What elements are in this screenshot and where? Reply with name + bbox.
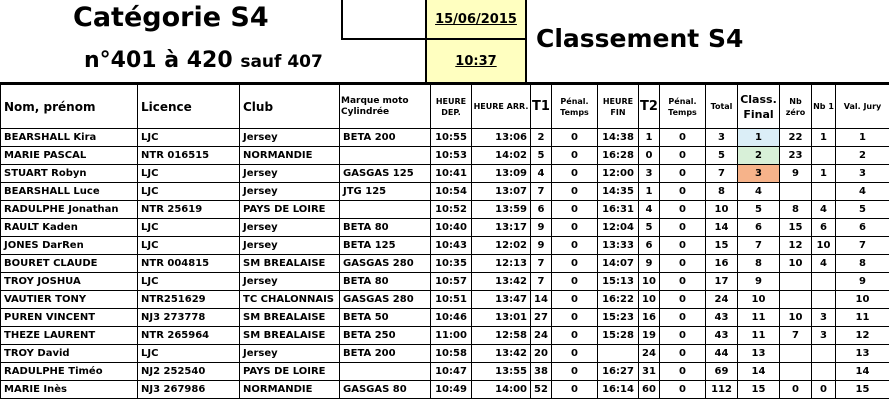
cell-name: STUART Robyn <box>1 165 138 183</box>
cell-licence: NTR 016515 <box>138 147 240 165</box>
cell-club: NORMANDIE <box>240 381 340 399</box>
cell-total: 8 <box>706 183 738 201</box>
cell-arr: 12:02 <box>472 237 531 255</box>
cell-t1: 7 <box>531 273 552 291</box>
cell-arr: 13:59 <box>472 201 531 219</box>
cell-fin: 15:28 <box>598 327 639 345</box>
date-cell <box>427 0 527 40</box>
cell-moto: GASGAS 280 <box>340 291 431 309</box>
cell-moto: GASGAS 125 <box>340 165 431 183</box>
cell-fin: 16:31 <box>598 201 639 219</box>
cell-t2: 5 <box>639 219 660 237</box>
cell-club: Jersey <box>240 273 340 291</box>
cell-name: PUREN VINCENT <box>1 309 138 327</box>
cell-licence: NJ3 273778 <box>138 309 240 327</box>
cell-final: 3 <box>738 165 780 183</box>
cell-nb0 <box>780 363 812 381</box>
cell-arr: 12:13 <box>472 255 531 273</box>
cell-nb0: 8 <box>780 201 812 219</box>
cell-dep: 10:35 <box>431 255 472 273</box>
cell-nb1: 1 <box>812 129 836 147</box>
table-row <box>1 309 889 327</box>
cell-arr: 13:47 <box>472 291 531 309</box>
table-body <box>1 129 889 399</box>
cell-final: 5 <box>738 201 780 219</box>
cell-t2: 1 <box>639 129 660 147</box>
cell-pen2: 0 <box>660 129 706 147</box>
cell-club: Jersey <box>240 237 340 255</box>
cell-nb0: 7 <box>780 327 812 345</box>
cell-t1: 27 <box>531 309 552 327</box>
cell-pen2: 0 <box>660 165 706 183</box>
cell-t1: 9 <box>531 237 552 255</box>
cell-arr: 13:17 <box>472 219 531 237</box>
cell-final: 8 <box>738 255 780 273</box>
cell-pen2: 0 <box>660 201 706 219</box>
cell-name: RADULPHE Jonathan <box>1 201 138 219</box>
cell-t1: 38 <box>531 363 552 381</box>
col-dep: HEURE DEP. <box>431 85 472 129</box>
cell-pen2: 0 <box>660 345 706 363</box>
cell-moto: BETA 200 <box>340 129 431 147</box>
cell-t2: 60 <box>639 381 660 399</box>
cell-nb1 <box>812 345 836 363</box>
cell-fin: 13:33 <box>598 237 639 255</box>
cell-total: 14 <box>706 219 738 237</box>
cell-t1: 9 <box>531 219 552 237</box>
cell-nb1 <box>812 273 836 291</box>
cell-fin: 12:00 <box>598 165 639 183</box>
cell-moto: BETA 80 <box>340 219 431 237</box>
cell-pen2: 0 <box>660 219 706 237</box>
cell-nb0: 10 <box>780 255 812 273</box>
cell-nb0: 0 <box>780 381 812 399</box>
cell-licence: NTR 265964 <box>138 327 240 345</box>
cell-pen2: 0 <box>660 363 706 381</box>
cell-pen2: 0 <box>660 237 706 255</box>
cell-licence: LJC <box>138 219 240 237</box>
cell-total: 43 <box>706 327 738 345</box>
cell-club: PAYS DE LOIRE <box>240 363 340 381</box>
cell-moto: BETA 80 <box>340 273 431 291</box>
cell-dep: 10:58 <box>431 345 472 363</box>
cell-arr: 12:58 <box>472 327 531 345</box>
cell-nb1 <box>812 363 836 381</box>
cell-final: 4 <box>738 183 780 201</box>
ranking-title: Classement S4 <box>536 24 744 53</box>
cell-name: THEZE LAURENT <box>1 327 138 345</box>
cell-nb1: 0 <box>812 381 836 399</box>
cell-total: 69 <box>706 363 738 381</box>
cell-dep: 10:49 <box>431 381 472 399</box>
cell-nb0 <box>780 291 812 309</box>
cell-total: 44 <box>706 345 738 363</box>
cell-final: 11 <box>738 327 780 345</box>
cell-licence: LJC <box>138 129 240 147</box>
cell-moto: BETA 50 <box>340 309 431 327</box>
cell-club: Jersey <box>240 165 340 183</box>
cell-name: MARIE PASCAL <box>1 147 138 165</box>
cell-nb1: 4 <box>812 201 836 219</box>
cell-pen2: 0 <box>660 147 706 165</box>
cell-fin: 15:23 <box>598 309 639 327</box>
cell-t2: 4 <box>639 201 660 219</box>
table-row <box>1 147 889 165</box>
cell-total: 3 <box>706 129 738 147</box>
cell-club: SM BREALAISE <box>240 255 340 273</box>
cell-licence: LJC <box>138 345 240 363</box>
cell-licence: NTR251629 <box>138 291 240 309</box>
cell-t2: 3 <box>639 165 660 183</box>
cell-club: NORMANDIE <box>240 147 340 165</box>
cell-nb0: 15 <box>780 219 812 237</box>
cell-nb1 <box>812 147 836 165</box>
cell-pen1: 0 <box>552 309 598 327</box>
cell-t1: 4 <box>531 165 552 183</box>
cell-nb0: 10 <box>780 309 812 327</box>
cell-final: 13 <box>738 345 780 363</box>
cell-dep: 10:52 <box>431 201 472 219</box>
cell-name: TROY David <box>1 345 138 363</box>
cell-name: BOURET CLAUDE <box>1 255 138 273</box>
cell-jury: 6 <box>836 219 889 237</box>
cell-jury: 8 <box>836 255 889 273</box>
cell-pen1: 0 <box>552 165 598 183</box>
table-row <box>1 201 889 219</box>
cell-jury: 15 <box>836 381 889 399</box>
cell-dep: 11:00 <box>431 327 472 345</box>
cell-fin: 12:04 <box>598 219 639 237</box>
cell-pen1: 0 <box>552 147 598 165</box>
cell-club: Jersey <box>240 219 340 237</box>
cell-club: TC CHALONNAIS <box>240 291 340 309</box>
cell-fin: 16:14 <box>598 381 639 399</box>
range-main: n°401 à 420 <box>84 48 233 73</box>
table-header-row <box>1 85 889 129</box>
table-row <box>1 345 889 363</box>
cell-t1: 14 <box>531 291 552 309</box>
date-value: 15/06/2015 <box>435 11 517 27</box>
cell-pen2: 0 <box>660 273 706 291</box>
cell-total: 43 <box>706 309 738 327</box>
cell-jury: 14 <box>836 363 889 381</box>
cell-nb1: 3 <box>812 309 836 327</box>
cell-jury: 11 <box>836 309 889 327</box>
cell-final: 15 <box>738 381 780 399</box>
cell-final: 14 <box>738 363 780 381</box>
cell-club: Jersey <box>240 345 340 363</box>
cell-jury: 3 <box>836 165 889 183</box>
table-row <box>1 291 889 309</box>
cell-dep: 10:40 <box>431 219 472 237</box>
col-name: Nom, prénom <box>1 85 138 129</box>
cell-arr: 13:01 <box>472 309 531 327</box>
cell-t1: 7 <box>531 183 552 201</box>
results-table <box>0 84 889 399</box>
cell-total: 15 <box>706 237 738 255</box>
cell-pen2: 0 <box>660 381 706 399</box>
cell-t2: 0 <box>639 147 660 165</box>
col-jury: Val. Jury <box>836 85 889 129</box>
col-total: Total <box>706 85 738 129</box>
cell-pen1: 0 <box>552 345 598 363</box>
cell-fin: 14:35 <box>598 183 639 201</box>
cell-dep: 10:57 <box>431 273 472 291</box>
cell-moto: BETA 200 <box>340 345 431 363</box>
cell-name: TROY JOSHUA <box>1 273 138 291</box>
cell-fin: 14:38 <box>598 129 639 147</box>
cell-jury: 9 <box>836 273 889 291</box>
cell-pen1: 0 <box>552 129 598 147</box>
cell-pen2: 0 <box>660 291 706 309</box>
cell-pen2: 0 <box>660 309 706 327</box>
cell-moto <box>340 147 431 165</box>
cell-moto: GASGAS 80 <box>340 381 431 399</box>
cell-total: 5 <box>706 147 738 165</box>
cell-pen1: 0 <box>552 219 598 237</box>
cell-moto: GASGAS 280 <box>340 255 431 273</box>
cell-arr: 14:00 <box>472 381 531 399</box>
cell-final: 2 <box>738 147 780 165</box>
time-cell <box>427 40 527 82</box>
col-pen2: Pénal. Temps <box>660 85 706 129</box>
cell-t1: 52 <box>531 381 552 399</box>
cell-t2: 9 <box>639 255 660 273</box>
table-row <box>1 183 889 201</box>
cell-t1: 6 <box>531 201 552 219</box>
col-licence: Licence <box>138 85 240 129</box>
col-pen1: Pénal. Temps <box>552 85 598 129</box>
cell-name: VAUTIER TONY <box>1 291 138 309</box>
col-t2: T2 <box>639 85 660 129</box>
cell-fin: 16:22 <box>598 291 639 309</box>
cell-final: 9 <box>738 273 780 291</box>
cell-t2: 16 <box>639 309 660 327</box>
cell-t2: 1 <box>639 183 660 201</box>
header-empty-cell <box>341 0 425 40</box>
cell-arr: 14:02 <box>472 147 531 165</box>
cell-name: RAULT Kaden <box>1 219 138 237</box>
cell-fin: 16:27 <box>598 363 639 381</box>
cell-arr: 13:55 <box>472 363 531 381</box>
cell-total: 7 <box>706 165 738 183</box>
cell-total: 10 <box>706 201 738 219</box>
cell-nb0 <box>780 183 812 201</box>
cell-final: 10 <box>738 291 780 309</box>
category-box <box>0 0 427 82</box>
cell-t2: 19 <box>639 327 660 345</box>
cell-final: 1 <box>738 129 780 147</box>
range-except: sauf 407 <box>240 52 323 72</box>
cell-moto: JTG 125 <box>340 183 431 201</box>
table-row <box>1 273 889 291</box>
cell-name: RADULPHE Timéo <box>1 363 138 381</box>
cell-final: 6 <box>738 219 780 237</box>
cell-moto: BETA 125 <box>340 237 431 255</box>
table-row <box>1 129 889 147</box>
cell-fin: 14:07 <box>598 255 639 273</box>
cell-arr: 13:42 <box>472 345 531 363</box>
cell-jury: 10 <box>836 291 889 309</box>
cell-jury: 1 <box>836 129 889 147</box>
cell-nb1: 1 <box>812 165 836 183</box>
cell-total: 16 <box>706 255 738 273</box>
cell-t1: 2 <box>531 129 552 147</box>
cell-pen1: 0 <box>552 327 598 345</box>
cell-arr: 13:07 <box>472 183 531 201</box>
cell-nb1: 10 <box>812 237 836 255</box>
cell-pen1: 0 <box>552 255 598 273</box>
cell-nb1 <box>812 183 836 201</box>
cell-dep: 10:43 <box>431 237 472 255</box>
cell-final: 11 <box>738 309 780 327</box>
col-nb1: Nb 1 <box>812 85 836 129</box>
table-row <box>1 237 889 255</box>
sheet-header <box>0 0 889 86</box>
cell-nb0: 23 <box>780 147 812 165</box>
col-moto: Marque moto Cylindrée <box>340 85 431 129</box>
cell-club: Jersey <box>240 129 340 147</box>
cell-licence: LJC <box>138 183 240 201</box>
table-row <box>1 327 889 345</box>
table-row <box>1 363 889 381</box>
cell-nb0 <box>780 273 812 291</box>
cell-pen1: 0 <box>552 273 598 291</box>
cell-t2: 10 <box>639 273 660 291</box>
cell-fin: 15:13 <box>598 273 639 291</box>
cell-licence: LJC <box>138 237 240 255</box>
cell-name: MARIE Inès <box>1 381 138 399</box>
table-row <box>1 381 889 399</box>
cell-dep: 10:53 <box>431 147 472 165</box>
time-value: 10:37 <box>455 53 497 69</box>
cell-nb0: 12 <box>780 237 812 255</box>
cell-dep: 10:41 <box>431 165 472 183</box>
cell-club: SM BREALAISE <box>240 309 340 327</box>
table-row <box>1 219 889 237</box>
col-arr: HEURE ARR. <box>472 85 531 129</box>
col-nb0: Nb zéro <box>780 85 812 129</box>
cell-fin: 16:28 <box>598 147 639 165</box>
cell-t2: 24 <box>639 345 660 363</box>
cell-licence: NTR 25619 <box>138 201 240 219</box>
cell-t2: 6 <box>639 237 660 255</box>
cell-jury: 4 <box>836 183 889 201</box>
cell-total: 17 <box>706 273 738 291</box>
cell-dep: 10:46 <box>431 309 472 327</box>
cell-dep: 10:47 <box>431 363 472 381</box>
cell-t2: 31 <box>639 363 660 381</box>
cell-pen2: 0 <box>660 327 706 345</box>
cell-fin <box>598 345 639 363</box>
cell-pen1: 0 <box>552 237 598 255</box>
cell-t1: 5 <box>531 147 552 165</box>
cell-pen1: 0 <box>552 381 598 399</box>
cell-jury: 12 <box>836 327 889 345</box>
cell-nb1: 6 <box>812 219 836 237</box>
cell-total: 24 <box>706 291 738 309</box>
table-row <box>1 165 889 183</box>
cell-pen1: 0 <box>552 363 598 381</box>
category-range <box>84 48 323 73</box>
cell-moto <box>340 201 431 219</box>
table-row <box>1 255 889 273</box>
col-fin: HEURE FIN <box>598 85 639 129</box>
cell-club: SM BREALAISE <box>240 327 340 345</box>
cell-moto <box>340 363 431 381</box>
cell-licence: LJC <box>138 165 240 183</box>
cell-dep: 10:55 <box>431 129 472 147</box>
cell-licence: LJC <box>138 273 240 291</box>
cell-licence: NJ3 267986 <box>138 381 240 399</box>
cell-total: 112 <box>706 381 738 399</box>
cell-final: 7 <box>738 237 780 255</box>
cell-t1: 7 <box>531 255 552 273</box>
cell-nb1: 3 <box>812 327 836 345</box>
cell-jury: 5 <box>836 201 889 219</box>
cell-nb1: 4 <box>812 255 836 273</box>
cell-arr: 13:42 <box>472 273 531 291</box>
cell-nb0: 22 <box>780 129 812 147</box>
category-title: Catégorie S4 <box>73 2 269 33</box>
cell-jury: 2 <box>836 147 889 165</box>
cell-pen1: 0 <box>552 291 598 309</box>
cell-name: BEARSHALL Luce <box>1 183 138 201</box>
cell-club: Jersey <box>240 183 340 201</box>
cell-name: JONES DarRen <box>1 237 138 255</box>
cell-pen1: 0 <box>552 201 598 219</box>
cell-moto: BETA 250 <box>340 327 431 345</box>
cell-licence: NJ2 252540 <box>138 363 240 381</box>
col-club: Club <box>240 85 340 129</box>
col-t1: T1 <box>531 85 552 129</box>
cell-club: PAYS DE LOIRE <box>240 201 340 219</box>
cell-pen1: 0 <box>552 183 598 201</box>
cell-t1: 20 <box>531 345 552 363</box>
cell-dep: 10:54 <box>431 183 472 201</box>
cell-arr: 13:06 <box>472 129 531 147</box>
cell-licence: NTR 004815 <box>138 255 240 273</box>
cell-t1: 24 <box>531 327 552 345</box>
cell-nb0 <box>780 345 812 363</box>
col-final: Class. Final <box>738 85 780 129</box>
cell-name: BEARSHALL Kira <box>1 129 138 147</box>
cell-jury: 7 <box>836 237 889 255</box>
cell-nb1 <box>812 291 836 309</box>
cell-dep: 10:51 <box>431 291 472 309</box>
cell-jury: 13 <box>836 345 889 363</box>
cell-nb0: 9 <box>780 165 812 183</box>
cell-t2: 10 <box>639 291 660 309</box>
cell-pen2: 0 <box>660 183 706 201</box>
cell-pen2: 0 <box>660 255 706 273</box>
cell-arr: 13:09 <box>472 165 531 183</box>
